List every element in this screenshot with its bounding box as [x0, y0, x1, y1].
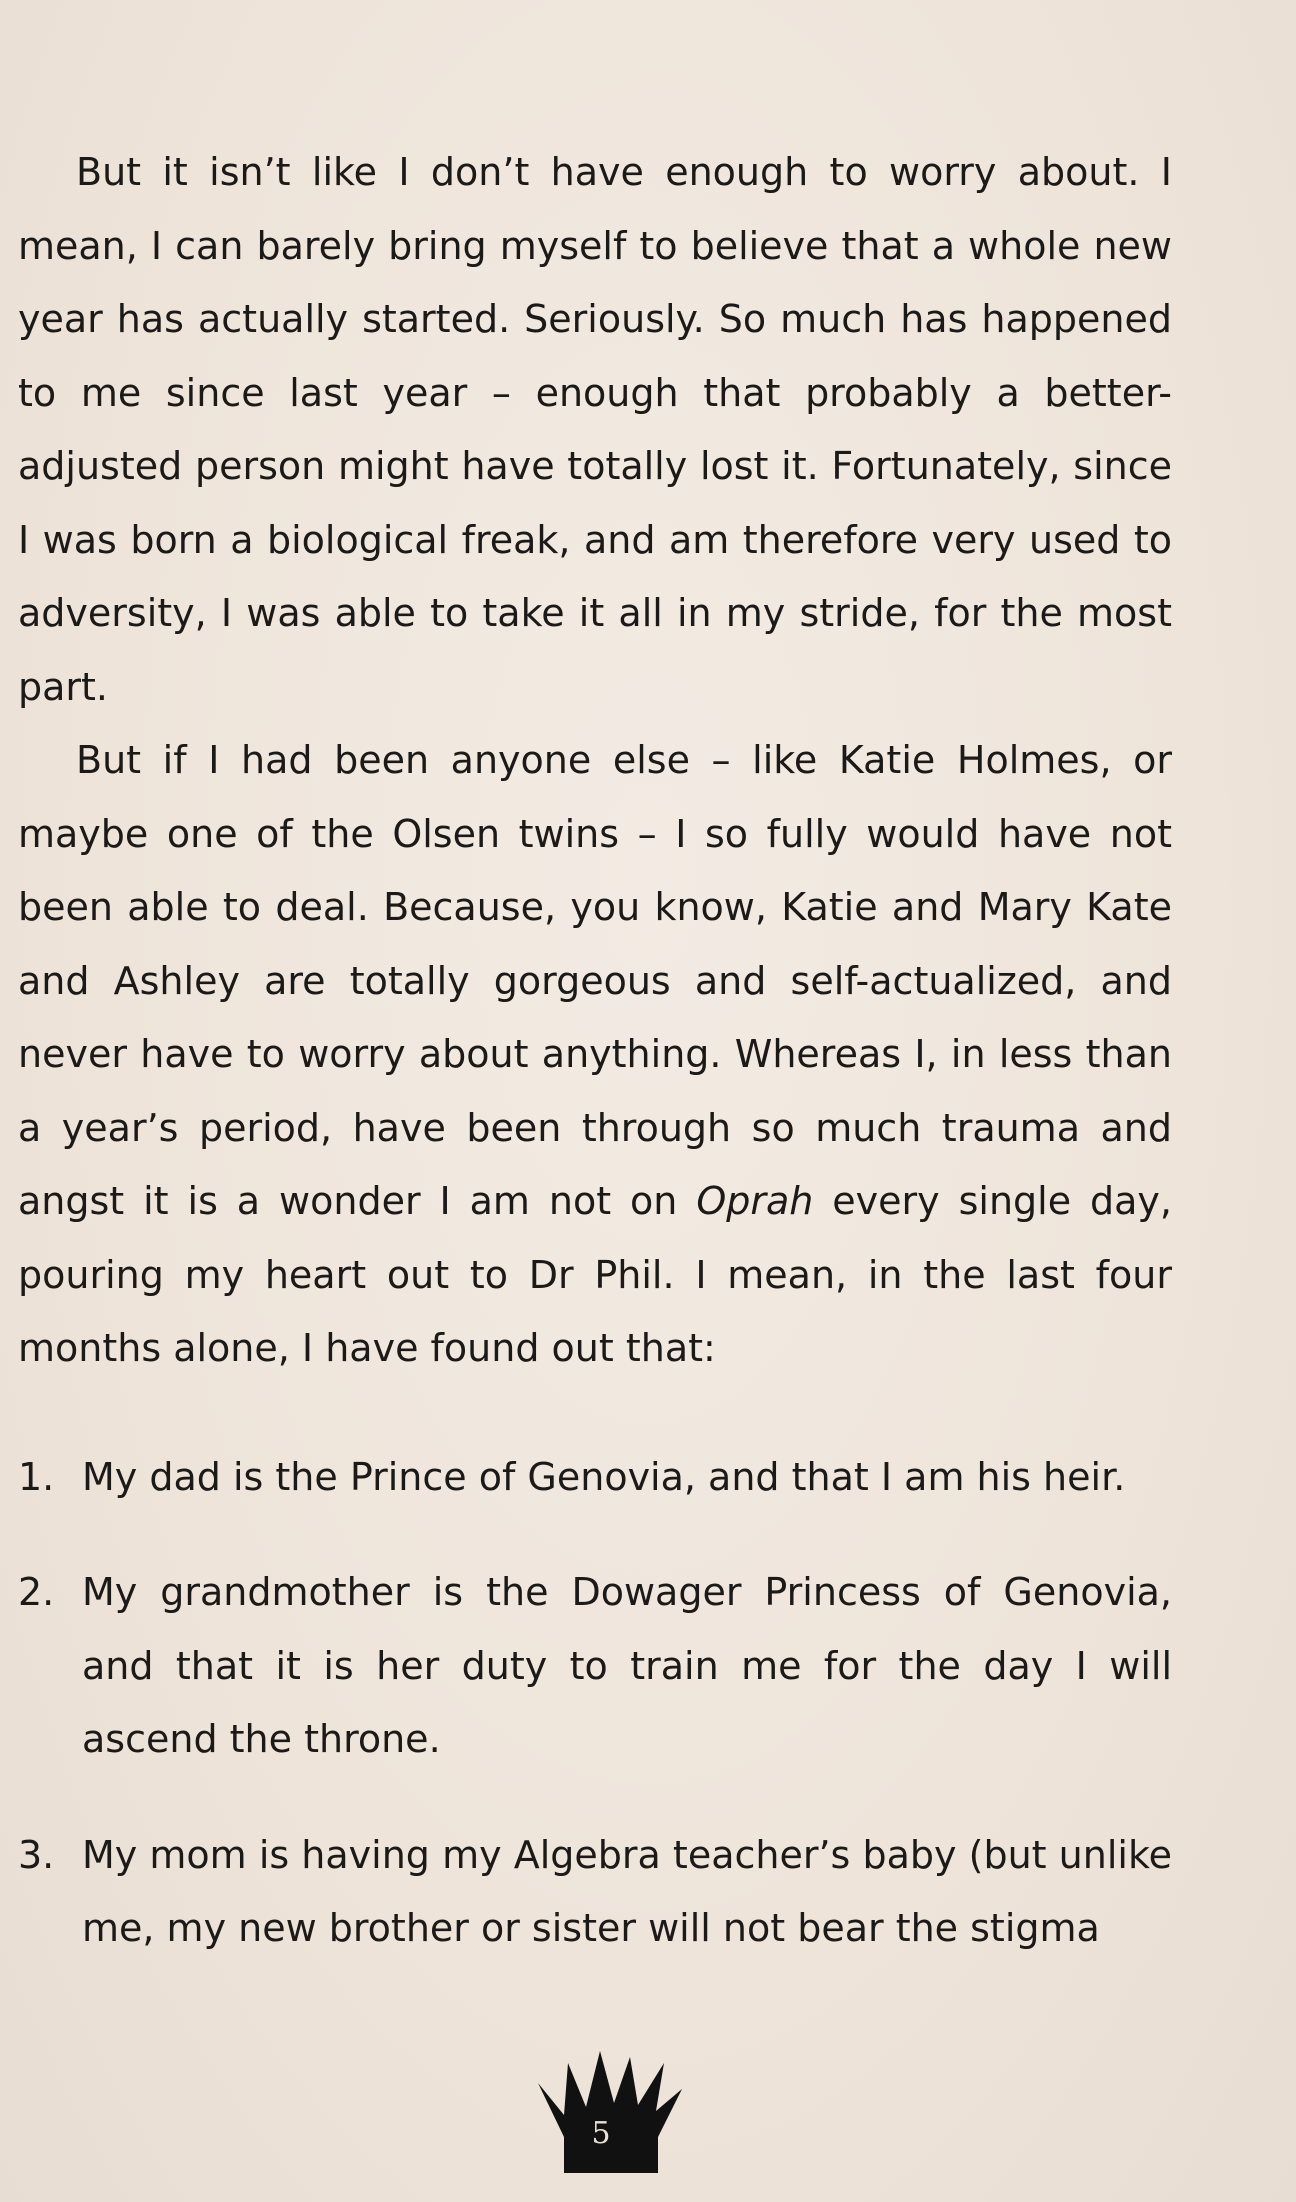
paragraph-2-after: every single day, pouring my heart out to Dr Phil. I mean, in the last four months alone, I have found out that:: [18, 1179, 1172, 1370]
body-text: [18, 136, 1172, 2008]
list-item-text: My grandmother is the Dowager Princess of Genovia, and that it is her duty to train me for the day I will ascend the throne.: [82, 1570, 1172, 1761]
list-item: [18, 1819, 1172, 1966]
list-item-number: 3.: [18, 1832, 55, 1877]
paragraph-2-emphasis: Oprah: [696, 1179, 814, 1223]
paragraph-2: [18, 724, 1172, 1386]
list-item-number: 2.: [18, 1570, 55, 1614]
page-number: 5: [591, 2116, 611, 2151]
crown-icon: [530, 2045, 690, 2175]
list-item: [18, 1441, 1172, 1515]
list-item: [18, 1556, 1172, 1777]
numbered-list: [18, 1441, 1172, 1966]
list-item-text: My dad is the Prince of Genovia, and that I am his heir.: [82, 1454, 1126, 1499]
list-item-text: My mom is having my Algebra teacher’s baby (but unlike me, my new brother or sister will not bear the stigma: [82, 1832, 1172, 1950]
list-item-number: 1.: [18, 1454, 55, 1499]
paragraph-1: But it isn’t like I don’t have enough to worry about. I mean, I can barely bring myself to believe that a whole new year has actually started. Seriously. So much has happened to me since last year – enough that probably a better-adjusted person might have totally lost it. Fortunately, since I was born a biological freak, and am therefore very used to adversity, I was able to take it all in my stride, for the most part.: [18, 150, 1172, 709]
paragraph-2-before: But if I had been anyone else – like Katie Holmes, or maybe one of the Olsen twins – I so fully would have not been able to deal. Because, you know, Katie and Mary Kate and Ashley are totally gorgeous and self-actualized, and never have to worry about anything. Whereas I, in less than a year’s period, have been through so much trauma and angst it is a wonder I am not on: [18, 738, 1172, 1223]
